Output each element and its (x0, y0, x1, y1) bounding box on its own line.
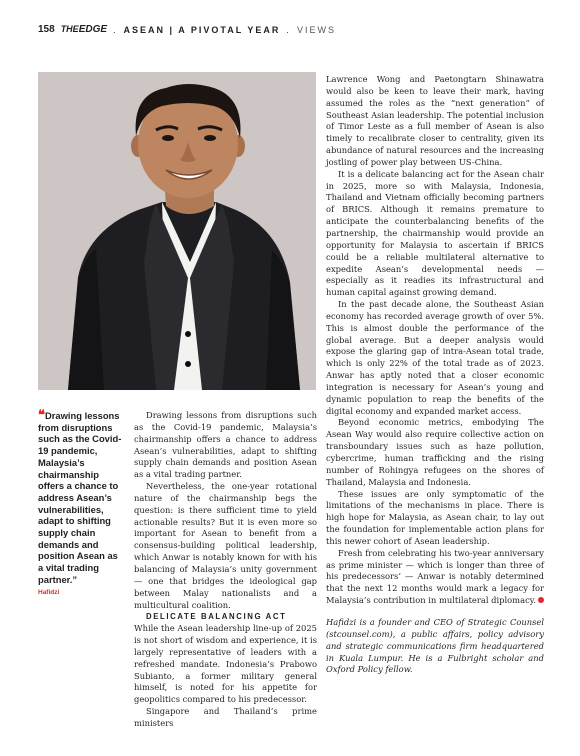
pull-quote-text-block (38, 410, 123, 586)
article-column-right (326, 74, 544, 676)
separator-dot: . (286, 24, 291, 35)
pull-quote-credit: Hafidzi (38, 588, 60, 596)
page-header (38, 24, 336, 35)
pull-quote-text: Drawing lessons from disruptions such as the Covid-19 pandemic, Malaysia’s chairmanship offers a chance to address Asean’s vulnerabilities, adapt to shifting supply chain demands and position Asean as a vital trading partner.” (38, 410, 122, 585)
author-bio: Hafidzi is a founder and CEO of Strategic Counsel (stcounsel.com), a public affairs, policy advisory and strategic communications firm headquartered in Kuala Lumpur. He is a Fulbright scholar and Oxford Policy fellow. (326, 616, 544, 675)
page-number: 158 (38, 24, 55, 35)
brand-prefix: THE (60, 24, 79, 34)
body-paragraph: Drawing lessons from disruptions such as the Covid-19 pandemic, Malaysia’s chairmanship offers a chance to address Asean’s vulnerabilities, adapt to shifting supply chain demands and position Asean as a vital trading partner. (134, 410, 317, 480)
end-mark-icon (538, 597, 544, 603)
subsection-title: VIEWS (296, 24, 336, 35)
body-paragraph-text: Fresh from celebrating his two-year anniversary as prime minister — which is longer than three of his predecessors’ — Anwar is notably determined that the next 12 months would mark a legacy for Malaysia’s contribution in multilateral diplomacy. (326, 547, 544, 606)
body-paragraph: Beyond economic metrics, embodying The Asean Way would also require collective action on transboundary issues such as haze pollution, cybercrime, human trafficking and the rising number of Rohingya refugees on the shores of Thailand, Malaysia and Indonesia. (326, 417, 544, 487)
body-paragraph: Lawrence Wong and Paetongtarn Shinawatra would also be keen to leave their mark, having assumed the roles as the “next generation” of Southeast Asian leadership. The potential inclusion of Timor Leste as a full member of Asean is also timely to recalibrate closer to centrality, given its abundance of natural resources and the increasing jostling of power play between US-China. (326, 74, 544, 167)
separator-dot: . (113, 24, 118, 35)
body-paragraph: In the past decade alone, the Southeast Asian economy has recorded average growth of over 5%. This is almost double the performance of the global average. But a deeper analysis would expose the glaring gap of intra-Asean total trade, which is only 22% of the total trade as of 2023. Anwar has aptly noted that a closer economic integration is necessary for Asean’s young and dynamic population to reap the benefits of the digital economy and expanded market access. (326, 299, 544, 416)
publication-logo (61, 24, 107, 35)
body-paragraph: Singapore and Thailand’s prime ministers (134, 706, 317, 728)
section-subheading: DELICATE BALANCING ACT (146, 612, 287, 622)
section-title: ASEAN | A PIVOTAL YEAR (123, 24, 281, 35)
quote-mark-icon: ❝ (38, 408, 45, 423)
pull-quote (38, 410, 123, 596)
body-paragraph: Nevertheless, the one-year rotational nature of the chairmanship begs the question: is there sufficient time to yield actionable results? But it is even more so important for Asean to benefit from a consensus-building political leadership, which Anwar is notably known for with his balancing of Malaysia’s unity government — one that bridges the ideological gap between Malay nationalists and a multicultural coalition. (134, 481, 317, 610)
body-paragraph: It is a delicate balancing act for the Asean chair in 2025, more so with Malaysia, Indonesia, Thailand and Vietnam officially becoming partners of BRICS. Although it remains premature to anticipate the counterbalancing benefits of the partnership, the chairmanship would provide an opportunity for Malaysia to ascertain if BRICS could be a reliable multilateral alternative to expedite Asean’s developmental needs — especially as it readies its infrastructural and human capital against growing demand. (326, 168, 544, 298)
brand-name: EDGE (78, 24, 108, 35)
body-paragraph: These issues are only symptomatic of the limitations of the mechanisms in place. There is high hope for Malaysia, as Asean chair, to lay out the foundation for implementable action plans for this newer cohort of Asean leadership. (326, 488, 544, 546)
body-paragraph: While the Asean leadership line-up of 2025 is not short of wisdom and experience, it is largely representative of leaders with a refreshed mandate. Indonesia’s Prabowo Subianto, a former military general himself, is noted for his appetite for geopolitics compared to his predecessor. (134, 623, 317, 705)
article-column-middle (134, 410, 317, 730)
body-paragraph-last (326, 548, 544, 607)
author-portrait (38, 72, 316, 390)
portrait-illustration (38, 72, 316, 390)
